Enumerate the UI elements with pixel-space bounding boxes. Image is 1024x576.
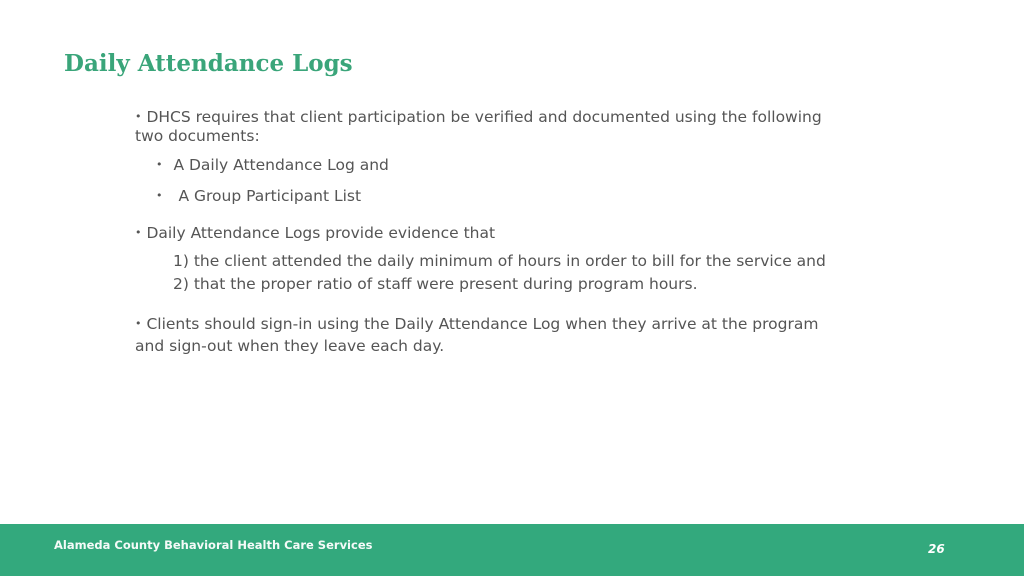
bullet-icon: • bbox=[135, 226, 142, 239]
sub-bullet-2 bbox=[156, 187, 361, 205]
bullet-icon: • bbox=[135, 110, 142, 123]
bullet-1-text: DHCS requires that client participation be verified and documented using the following bbox=[146, 108, 822, 126]
footer-bar bbox=[0, 524, 1024, 576]
bullet-1-line-2: two documents: bbox=[135, 127, 260, 145]
bullet-icon: • bbox=[135, 317, 142, 330]
sub-bullet-2-text: A Group Participant List bbox=[178, 187, 362, 205]
slide-title: Daily Attendance Logs bbox=[64, 50, 353, 77]
page-number: 26 bbox=[928, 542, 945, 556]
footer-organization: Alameda County Behavioral Health Care Services bbox=[54, 538, 373, 552]
sub-bullet-1 bbox=[156, 156, 389, 174]
bullet-2-line-1 bbox=[135, 224, 495, 242]
sub-bullet-1-text: A Daily Attendance Log and bbox=[173, 156, 389, 174]
bullet-2-text: Daily Attendance Logs provide evidence that bbox=[146, 224, 496, 242]
bullet-3-line-2: and sign-out when they leave each day. bbox=[135, 337, 445, 355]
bullet-1-line-1 bbox=[135, 108, 822, 126]
numbered-item-2: 2) that the proper ratio of staff were present during program hours. bbox=[173, 275, 698, 293]
bullet-3-line-1 bbox=[135, 315, 818, 333]
numbered-item-1: 1) the client attended the daily minimum of hours in order to bill for the service and bbox=[173, 252, 826, 270]
bullet-3-text: Clients should sign-in using the Daily Attendance Log when they arrive at the program bbox=[146, 315, 819, 333]
bullet-icon: • bbox=[156, 189, 163, 202]
bullet-icon: • bbox=[156, 158, 163, 171]
